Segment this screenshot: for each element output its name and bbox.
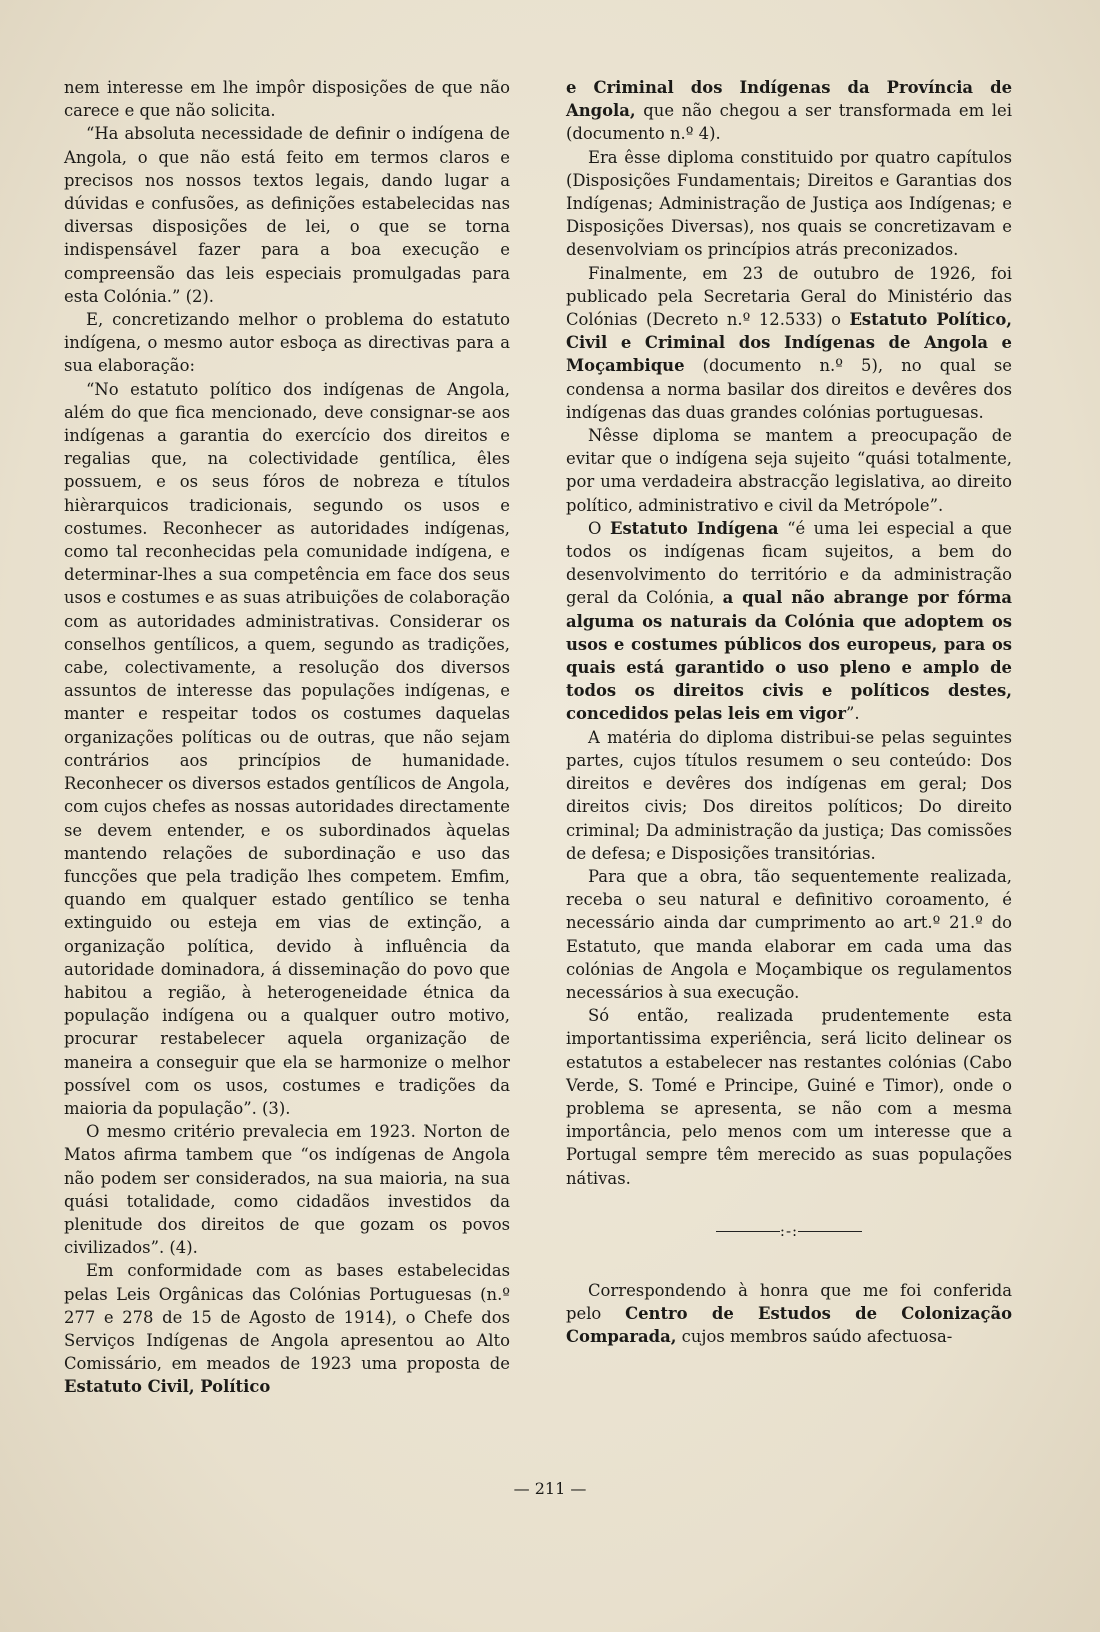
- paragraph: [566, 262, 1012, 424]
- paragraph: Só então, realizada prudentemente esta importantissima experiência, será licito delinear os estatutos a estabelecer nas restantes colónias (Cabo Verde, S. Tomé e Principe, Guiné e Timor), onde o problema se apresenta, se não com a mesma importância, pelo menos com um interesse que a Portugal sempre têm merecido as suas populações nátivas.: [566, 1006, 1012, 1188]
- paragraph-text: Correspondendo à honra que me foi conferida pelo: [566, 1280, 1012, 1324]
- bold-passage: a qual não abrange por fórma alguma os naturais da Colónia que adoptem os usos e costumes públicos dos europeus, para os quais está garantido o uso pleno e amplo de todos os direitos civis e políticos destes, concedidos pelas leis em vigor: [566, 588, 1012, 724]
- bold-title: Estatuto Civil, Político: [64, 1377, 271, 1397]
- section-separator: [566, 1220, 1012, 1243]
- paragraph: [566, 1279, 1012, 1349]
- paragraph: [64, 1259, 510, 1398]
- separator-line: [798, 1231, 862, 1232]
- quote-paragraph: “Ha absoluta necessidade de definir o indígena de Angola, o que não está feito em termos claros e precisos nos nossos textos legais, dando lugar a dúvidas e confusões, as definições estabelecidas nas diversas disposições de lei, o que se torna indispensável fazer para a boa execução e compreensão das leis especiais promulgadas para esta Colónia.” (2).: [64, 124, 510, 306]
- paragraph: [566, 517, 1012, 726]
- bold-title: e Criminal dos Indígenas da Província de Angola,: [566, 78, 1012, 121]
- paragraph-text: Finalmente, em 23 de outubro de 1926, foi publicado pela Secretaria Geral do Ministério das Colónias (Decreto n.º 12.533) o: [566, 263, 1012, 330]
- paragraph-text: cujos membros saúdo afectuosa-: [676, 1327, 953, 1347]
- paragraph: [566, 76, 1012, 146]
- paragraph: Era êsse diploma constituido por quatro capítulos (Disposições Fundamentais; Direitos e Garantias dos Indígenas; Administração de Justiça aos Indígenas; e Disposições Diversas), nos quais se concretizavam e desenvolviam os princípios atrás preconizados.: [566, 147, 1012, 260]
- bold-title: Centro de Estudos de Colonização Comparada,: [566, 1304, 1013, 1347]
- right-column: [566, 76, 1012, 1349]
- paragraph: Nêsse diploma se mantem a preocupação de evitar que o indígena seja sujeito “quási totalmente, por uma verdadeira abstracção legislativa, ao direito político, administrativo e civil da Metrópole”.: [566, 426, 1012, 515]
- paragraph-text: ”.: [846, 704, 860, 724]
- paragraph-text: (documento n.º 5), no qual se condensa a norma basilar dos direitos e devêres dos indígenas das duas grandes colónias portuguesas.: [566, 356, 1012, 422]
- separator-line: [716, 1231, 780, 1232]
- paragraph: nem interesse em lhe impôr disposições de que não carece e que não solicita.: [64, 78, 510, 121]
- paragraph-text: que não chegou a ser transformada em lei (documento n.º 4).: [566, 101, 1012, 144]
- quote-paragraph: “No estatuto político dos indígenas de Angola, além do que fica mencionado, deve consignar-se aos indígenas a garantia do exercício dos direitos e regalias que, na colectividade gentílica, êles possuem, e os seus fóros de nobreza e títulos hièrarquicos tradicionais, segundo os usos e costumes. Reconhecer as autoridades indígenas, como tal reconhecidas pela comunidade indígena, e determinar-lhes a sua competência em face dos seus usos e costumes e as suas atribuições de colaboração com as autoridades administrativas. Considerar os conselhos gentílicos, a quem, segundo as tradições, cabe, colectivamente, a resolução dos diversos assuntos de interesse das populações indígenas, e manter e respeitar todos os costumes daquelas organizações políticas ou de outras, que não sejam contrários aos princípios de humanidade. Reconhecer os diversos estados gentílicos de Angola, com cujos chefes as nossas autoridades directamente se devem entender, e os subordinados àquelas mantendo relações de subordinação e uso das funcções que pela tradição lhes competem. Emfim, quando em qualquer estado gentílico se tenha extinguido ou esteja em vias de extinção, a organização política, devido à influência da autoridade dominadora, á disseminação do povo que habitou a região, à heterogeneidade étnica da população indígena ou a qualquer outro motivo, procurar restabelecer aquela organização de maneira a conseguir que ela se harmonize o melhor possível com os usos, costumes e tradições da maioria da população”. (3).: [64, 379, 510, 1118]
- paragraph: O mesmo critério prevalecia em 1923. Norton de Matos afirma tambem que “os indígenas de Angola não podem ser considerados, na sua maioria, na sua quási totalidade, como cidadãos investidos da plenitude dos direitos de que gozam os povos civilizados”. (4).: [64, 1122, 510, 1258]
- paragraph-text: “é uma lei especial a que todos os indígenas ficam sujeitos, a bem do desenvolvimento do território e da administração geral da Colónia,: [566, 518, 1012, 608]
- paragraph-text: Em conformidade com as bases estabelecidas pelas Leis Orgânicas das Colónias Portuguesas (n.º 277 e 278 de 15 de Agosto de 1914), o Chefe dos Serviços Indígenas de Angola apresentou ao Alto Comissário, em meados de 1923 uma proposta de: [64, 1261, 510, 1374]
- paragraph: A matéria do diploma distribui-se pelas seguintes partes, cujos títulos resumem o seu conteúdo: Dos direitos e devêres dos indígenas em geral; Dos direitos civis; Dos direitos políticos; Do direito criminal; Da administração da justiça; Das comissões de defesa; e Disposições transitórias.: [566, 727, 1012, 863]
- bold-title: Estatuto Indígena: [609, 518, 779, 538]
- paragraph: Para que a obra, tão sequentemente realizada, receba o seu natural e definitivo coroamento, é necessário ainda dar cumprimento ao art.º 21.º do Estatuto, que manda elaborar em cada uma das colónias de Angola e Moçambique os regulamentos necessários à sua execução.: [566, 866, 1012, 1002]
- bold-title: Estatuto Político, Civil e Criminal dos Indígenas de Angola e Moçambique: [566, 310, 1013, 376]
- separator-mark: :-:: [779, 1221, 799, 1240]
- left-column: [64, 76, 510, 1399]
- paragraph-text: O: [588, 518, 610, 538]
- paragraph: E, concretizando melhor o problema do estatuto indígena, o mesmo autor esboça as directivas para a sua elaboração:: [64, 310, 510, 376]
- page-number: — 211 —: [513, 1479, 587, 1498]
